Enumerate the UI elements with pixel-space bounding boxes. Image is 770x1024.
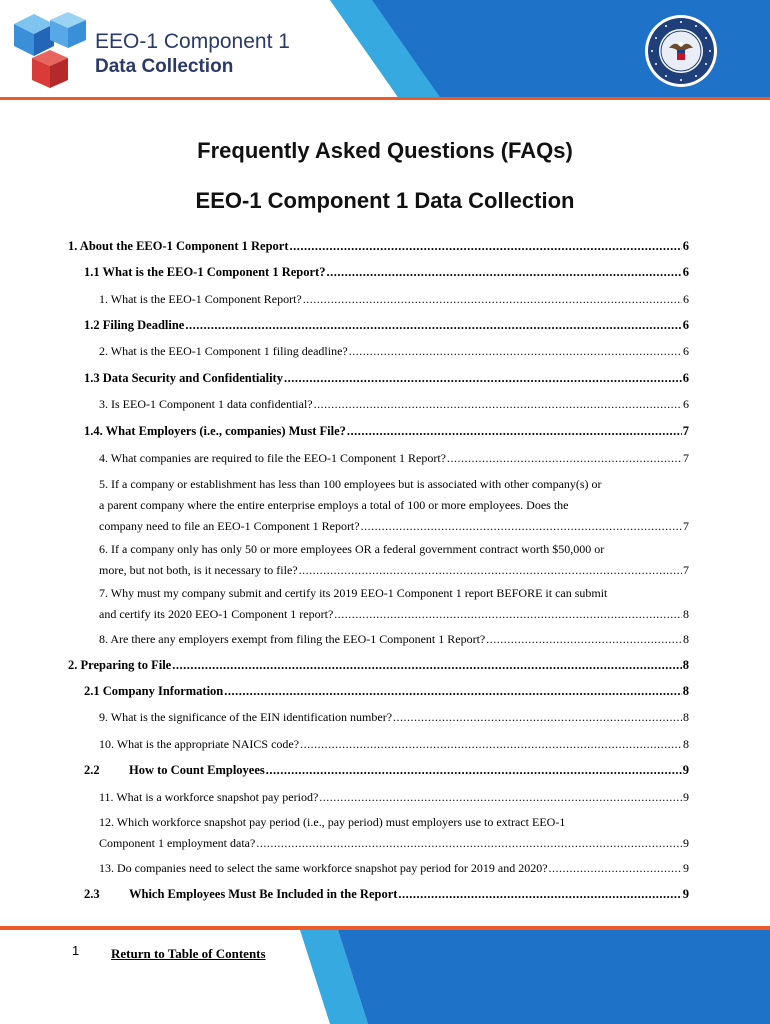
dot-leader: [300, 737, 682, 752]
toc-section-1-3[interactable]: [84, 371, 689, 386]
dot-leader: [549, 861, 682, 876]
toc-page-number: 6: [682, 371, 689, 385]
dot-leader: [185, 318, 681, 333]
toc-page-number: 6: [683, 397, 689, 411]
toc-page-number: 9: [683, 790, 689, 804]
toc-section-1[interactable]: [68, 239, 689, 254]
logo-title: EEO-1 Component 1: [95, 30, 290, 53]
dot-leader: [172, 658, 682, 673]
toc-entry-text: 1. What is the EEO-1 Component Report?: [99, 292, 302, 306]
toc-page-number: 8: [683, 632, 689, 646]
dot-leader: [447, 451, 682, 466]
toc-question-1[interactable]: [99, 292, 689, 307]
page-number: 1: [72, 943, 80, 958]
toc-entry-text: 1. About the EEO-1 Component 1 Report: [68, 239, 289, 253]
toc-page-number: 9: [682, 887, 689, 901]
dot-leader: [266, 763, 682, 778]
toc-question-13[interactable]: [99, 861, 689, 876]
page-subtitle: EEO-1 Component 1 Data Collection: [195, 188, 575, 213]
toc-page-number: 8: [683, 607, 689, 621]
toc-entry-text: more, but not both, is it necessary to file?: [99, 563, 298, 577]
toc-section-1-1[interactable]: [84, 265, 689, 280]
dot-leader: [299, 560, 682, 581]
dot-leader: [361, 516, 682, 537]
toc-entry-text: 9. What is the significance of the EIN identification number?: [99, 710, 393, 724]
dot-leader: [224, 684, 682, 699]
toc-entry-text: 1.4. What Employers (i.e., companies) Must File?: [84, 424, 346, 438]
toc-entry-text: 7. Why must my company submit and certify its 2019 EEO-1 Component 1 report BEFORE it can submit: [99, 586, 608, 600]
toc-entry-text: 6. If a company only has only 50 or more employees OR a federal government contract worth $50,000 or: [99, 542, 605, 556]
toc-entry-text: 1.2 Filing Deadline: [84, 318, 185, 332]
toc-question-8[interactable]: [99, 632, 689, 647]
toc-page-number: 9: [683, 861, 689, 875]
toc-question-6[interactable]: [99, 539, 689, 581]
dot-leader: [334, 604, 682, 625]
dot-leader: [256, 833, 682, 854]
toc-entry-text: 11. What is a workforce snapshot pay period?: [99, 790, 319, 804]
footer-banner: [0, 926, 770, 1024]
dot-leader: [398, 887, 681, 902]
toc-entry-text: How to Count Employees: [129, 763, 265, 777]
toc-page-number: 9: [682, 763, 689, 777]
toc-section-number: 2.2: [84, 763, 100, 777]
toc-page-number: 6: [683, 292, 689, 306]
dot-leader: [303, 292, 682, 307]
toc-section-2[interactable]: [68, 658, 689, 673]
toc-question-2[interactable]: [99, 344, 689, 359]
logo-subtitle: Data Collection: [95, 56, 234, 77]
dot-leader: [347, 424, 682, 439]
toc-page-number: 7: [683, 563, 689, 577]
page-header: [0, 0, 770, 100]
toc-entry-text: company need to file an EEO-1 Component 1 Report?: [99, 519, 360, 533]
toc-entry-text: 1.3 Data Security and Confidentiality: [84, 371, 283, 385]
toc-entry-text: 2. Preparing to File: [68, 658, 172, 672]
toc-question-11[interactable]: [99, 790, 689, 805]
toc-page-number: 7: [683, 519, 689, 533]
toc-section-number: 2.3: [84, 887, 100, 901]
dot-leader: [319, 790, 682, 805]
toc-entry-text: 2.1 Company Information: [84, 684, 224, 698]
toc-entry-text: 8. Are there any employers exempt from filing the EEO-1 Component 1 Report?: [99, 632, 486, 646]
toc-entry-text: 12. Which workforce snapshot pay period (i.e., pay period) must employers use to extract EEO-1: [99, 815, 566, 829]
dot-leader: [326, 265, 681, 280]
toc-entry-text: 5. If a company or establishment has less than 100 employees but is associated with other company(s) or: [99, 477, 602, 491]
toc-page-number: 7: [683, 451, 689, 465]
toc-entry-text: Component 1 employment data?: [99, 836, 256, 850]
toc-page-number: 9: [683, 836, 689, 850]
eeoc-seal-icon: [644, 14, 718, 88]
toc-section-1-2[interactable]: [84, 318, 689, 333]
return-to-toc-link[interactable]: Return to Table of Contents: [111, 946, 266, 961]
toc-entry-text: 13. Do companies need to select the same workforce snapshot pay period for 2019 and 2020?: [99, 861, 548, 875]
dot-leader: [393, 710, 682, 725]
toc-entry-text: 4. What companies are required to file the EEO-1 Component 1 Report?: [99, 451, 447, 465]
toc-question-7[interactable]: [99, 583, 689, 625]
toc-entry-text: 2. What is the EEO-1 Component 1 filing deadline?: [99, 344, 348, 358]
page-footer: [0, 926, 770, 1024]
page-title: Frequently Asked Questions (FAQs): [197, 138, 573, 163]
toc-question-12[interactable]: [99, 812, 689, 854]
dot-leader: [284, 371, 682, 386]
toc-entry-text: and certify its 2020 EEO-1 Component 1 report?: [99, 607, 334, 621]
toc-page-number: 6: [682, 265, 689, 279]
dot-leader: [314, 397, 682, 412]
toc-entry-text: 3. Is EEO-1 Component 1 data confidential?: [99, 397, 313, 411]
toc-question-9[interactable]: [99, 710, 689, 725]
toc-question-3[interactable]: [99, 397, 689, 412]
toc-section-2-2[interactable]: [84, 763, 689, 778]
toc-section-2-1[interactable]: [84, 684, 689, 699]
toc-entry-text: Which Employees Must Be Included in the Report: [129, 887, 398, 901]
dot-leader: [349, 344, 682, 359]
eeo1-cube-logo-icon: [6, 10, 96, 100]
toc-page-number: 6: [682, 239, 689, 253]
toc-section-2-3[interactable]: [84, 887, 689, 902]
dot-leader: [290, 239, 682, 254]
toc-page-number: 8: [683, 710, 689, 724]
dot-leader: [486, 632, 682, 647]
toc-entry-text: 1.1 What is the EEO-1 Component 1 Report?: [84, 265, 326, 279]
toc-section-1-4[interactable]: [84, 424, 689, 439]
toc-question-10[interactable]: [99, 737, 689, 752]
toc-question-5[interactable]: [99, 474, 689, 537]
toc-page-number: 8: [682, 658, 689, 672]
toc-page-number: 8: [682, 684, 689, 698]
toc-page-number: 7: [682, 424, 689, 438]
toc-page-number: 8: [683, 737, 689, 751]
toc-entry-text: a parent company where the entire enterprise employs a total of 100 or more employees. Does the: [99, 498, 569, 512]
toc-entry-text: 10. What is the appropriate NAICS code?: [99, 737, 300, 751]
toc-page-number: 6: [682, 318, 689, 332]
toc-page-number: 6: [683, 344, 689, 358]
toc-question-4[interactable]: [99, 451, 689, 466]
